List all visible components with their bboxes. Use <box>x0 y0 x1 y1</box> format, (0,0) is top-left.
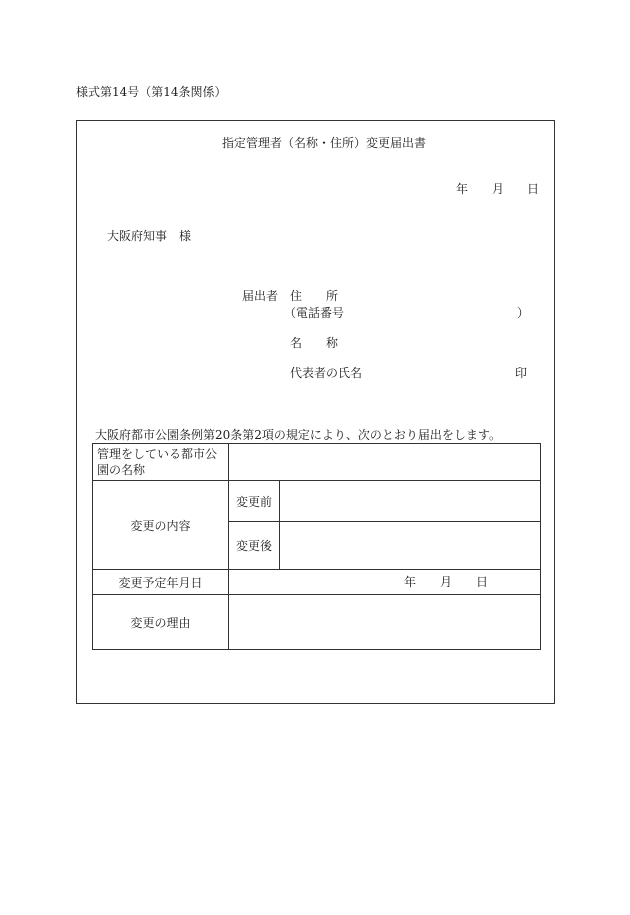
table-row-managed-park <box>93 444 541 481</box>
change-before-label: 変更前 <box>229 481 280 522</box>
change-before-field[interactable] <box>280 481 541 522</box>
phone-open-label: （電話番号 <box>284 306 345 320</box>
date-day-label: 日 <box>527 182 540 196</box>
address-label: 住 所 <box>290 289 339 303</box>
managed-park-label-cell <box>93 444 229 481</box>
phone-close-paren: ） <box>517 306 530 320</box>
representative-label: 代表者の氏名 <box>290 366 363 380</box>
document-title: 指定管理者（名称・住所）変更届出書 <box>222 136 427 150</box>
date-year-label: 年 <box>456 182 469 196</box>
date-month-label: 月 <box>492 182 505 196</box>
scheduled-date-day: 日 <box>476 575 489 589</box>
managed-park-label-line2: 園の名称 <box>97 463 146 477</box>
managed-park-label-line1: 管理をしている都市公 <box>97 447 218 461</box>
scheduled-date-month: 月 <box>440 575 453 589</box>
notification-table <box>92 443 541 650</box>
table-row-scheduled-date <box>93 570 541 595</box>
table-row-change-before <box>93 481 541 522</box>
scheduled-date-label: 変更予定年月日 <box>93 570 229 595</box>
scheduled-date-field[interactable] <box>229 570 541 595</box>
managed-park-field[interactable] <box>229 444 541 481</box>
seal-mark: 印 <box>515 366 528 380</box>
statement-text: 大阪府都市公園条例第20条第2項の規定により、次のとおり届出をします。 <box>95 428 501 442</box>
change-content-label: 変更の内容 <box>93 481 229 570</box>
table-row-reason <box>93 595 541 650</box>
change-after-field[interactable] <box>280 522 541 570</box>
form-number: 様式第14号（第14条関係） <box>76 85 227 99</box>
change-after-label: 変更後 <box>229 522 280 570</box>
notifier-label: 届出者 <box>242 289 279 303</box>
reason-label: 変更の理由 <box>93 595 229 650</box>
scheduled-date-year: 年 <box>404 575 417 589</box>
addressee: 大阪府知事 様 <box>107 229 192 243</box>
name-label: 名 称 <box>290 336 339 350</box>
reason-field[interactable] <box>229 595 541 650</box>
scheduled-date-wrapper <box>229 570 540 594</box>
